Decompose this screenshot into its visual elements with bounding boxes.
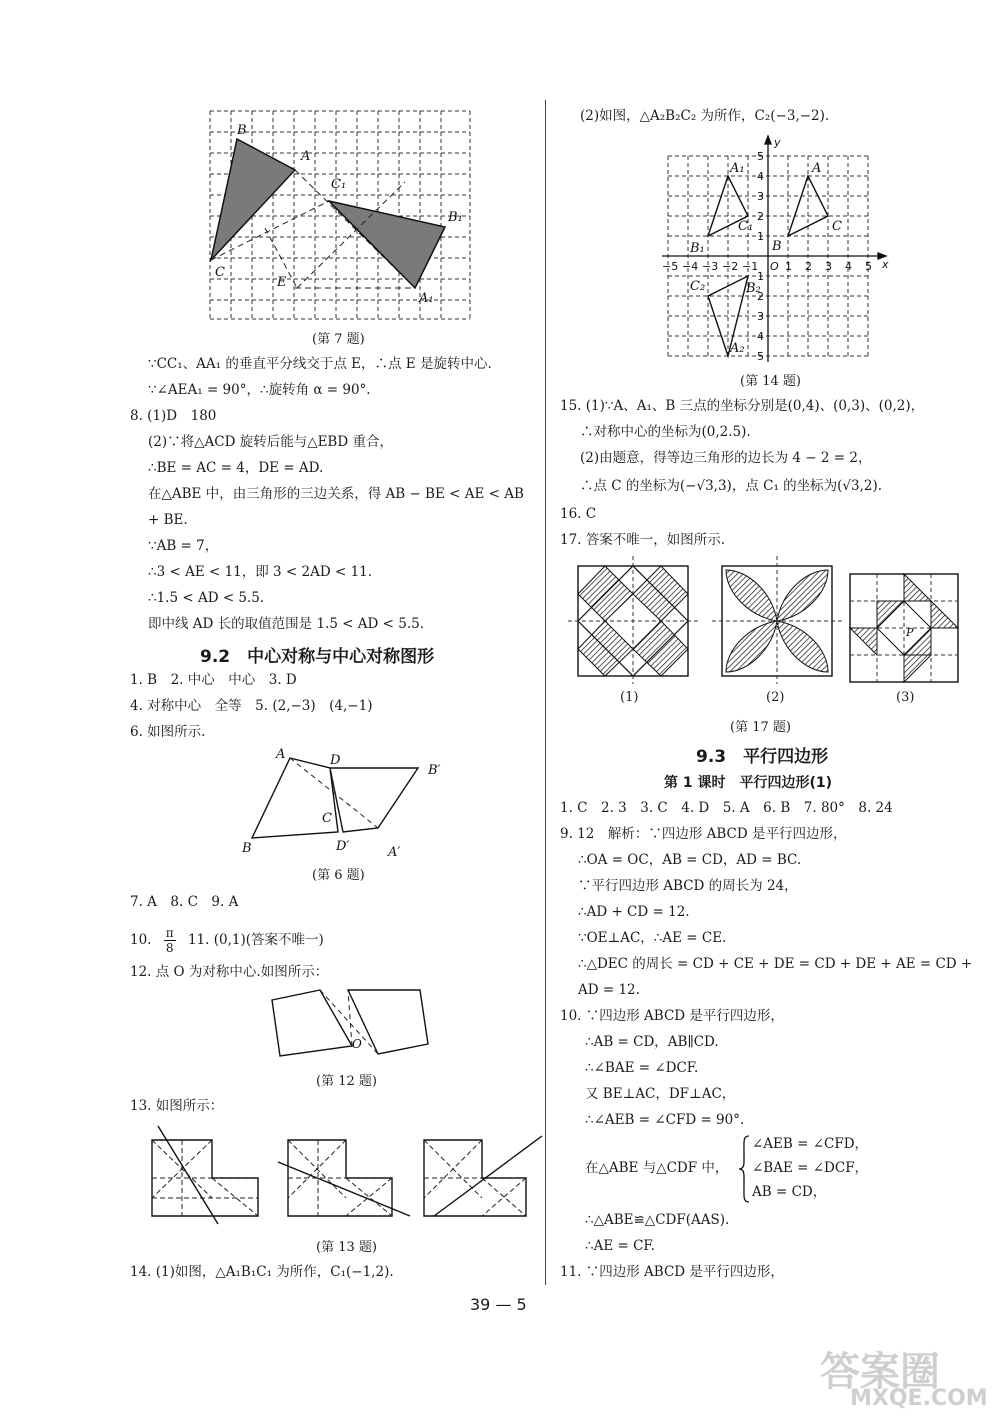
- text-line: 9. 12 解析：∵四边形 ABCD 是平行四边形，: [560, 826, 847, 842]
- text-line: ∴BE = AC = 4，DE = AD.: [148, 460, 324, 476]
- label-D: D: [330, 753, 341, 768]
- section-title-9-3: 9.3 平行四边形: [696, 747, 829, 767]
- text-line: 12. 点 O 为对称中心.如图所示：: [130, 964, 329, 980]
- label-E: E: [277, 275, 287, 290]
- text-line: ∴AB = CD，AB∥CD.: [585, 1034, 719, 1050]
- text-line: ∵平行四边形 ABCD 的周长为 24，: [578, 878, 798, 894]
- q10-label: 10.: [130, 932, 152, 948]
- x-tick: −4: [682, 260, 699, 273]
- figure-6: [238, 748, 468, 858]
- section-title-9-2: 9.2 中心对称与中心对称图形: [200, 647, 435, 667]
- text-line: (2)由题意，得等边三角形的边长为 4 − 2 = 2，: [580, 450, 872, 466]
- text-line: + BE.: [148, 512, 188, 528]
- text-line: 10. ∵四边形 ABCD 是平行四边形，: [560, 1008, 784, 1024]
- label-A: A: [812, 161, 822, 176]
- text-line: 15. (1)∵A、A₁、B 三点的坐标分别是(0,4)、(0,3)、(0,2)，: [560, 398, 925, 414]
- fig17-caption: (第 17 题): [730, 720, 791, 735]
- label-P: P: [906, 626, 914, 639]
- text-line: 在△ABE 中，由三角形的三边关系，得 AB − BE < AE < AB: [148, 486, 524, 502]
- label-A-prime: A′: [388, 845, 401, 860]
- label-C2: C₂: [690, 279, 706, 294]
- label-C: C: [215, 265, 225, 280]
- label-A: A: [301, 149, 311, 164]
- y-tick: 5: [757, 350, 764, 363]
- text-line: ∵OE⊥AC，∴AE = CE.: [578, 930, 727, 946]
- fig7-caption: (第 7 题): [312, 332, 365, 347]
- text-line: 1. B 2. 中心 中心 3. D: [130, 672, 297, 688]
- text-line: ∴对称中心的坐标为(0,2.5).: [580, 424, 751, 440]
- column-divider: [545, 100, 546, 1285]
- x-tick: 4: [845, 260, 852, 273]
- text-line-10: [130, 926, 324, 955]
- fig17-sub1: (1): [620, 690, 639, 705]
- text-line: ∴点 C 的坐标为(−√3,3)，点 C₁ 的坐标为(√3,2).: [580, 478, 883, 494]
- label-A: A: [276, 747, 286, 762]
- label-A2: A₂: [730, 341, 745, 356]
- label-A1: A₁: [730, 161, 745, 176]
- x-tick: 3: [825, 260, 832, 273]
- label-C1: C₁: [738, 219, 754, 234]
- page-number: 39 — 5: [470, 1295, 527, 1314]
- figure-12: [268, 986, 438, 1062]
- text-line: ∴AD + CD = 12.: [578, 904, 690, 920]
- x-tick: −3: [702, 260, 719, 273]
- fraction-numerator: π: [165, 926, 174, 940]
- figure-7: [205, 106, 475, 321]
- label-C: C: [832, 219, 842, 234]
- y-tick: 3: [757, 310, 764, 323]
- text-line: 8. (1)D 180: [130, 408, 217, 424]
- text-line: 1. C 2. 3 3. C 4. D 5. A 6. B 7. 80° 8. 24: [560, 800, 893, 816]
- figure-17: [568, 556, 968, 684]
- label-C1: C₁: [331, 177, 347, 192]
- fig12-caption: (第 12 题): [316, 1074, 377, 1089]
- text-line: (2)∵将△ACD 旋转后能与△EBD 重合，: [148, 434, 393, 450]
- watermark-main: 答案圈: [820, 1349, 940, 1395]
- text-line: 又 BE⊥AC，DF⊥AC，: [585, 1086, 736, 1102]
- brace: [738, 1134, 750, 1204]
- figure-14: [660, 132, 890, 364]
- y-tick: 5: [757, 150, 764, 163]
- y-tick: 2: [757, 210, 764, 223]
- system-line: ∠AEB = ∠CFD，: [752, 1136, 869, 1152]
- fig17-sub3: (3): [896, 690, 915, 705]
- text-line: ∵CC₁、AA₁ 的垂直平分线交于点 E，∴点 E 是旋转中心.: [148, 356, 492, 372]
- text-line: ∴3 < AE < 11，即 3 < 2AD < 11.: [148, 564, 373, 580]
- y-tick: 1: [757, 230, 764, 243]
- text-line: 即中线 AD 长的取值范围是 1.5 < AD < 5.5.: [148, 616, 425, 632]
- text-line: ∴△DEC 的周长 = CD + CE + DE = CD + DE + AE = CD +: [578, 956, 973, 972]
- label-B-prime: B′: [428, 763, 441, 778]
- text-line: 14. (1)如图，△A₁B₁C₁ 为所作，C₁(−1,2).: [130, 1264, 394, 1280]
- x-tick: −5: [662, 260, 679, 273]
- axis-y-label: y: [774, 136, 781, 149]
- y-tick: 3: [757, 190, 764, 203]
- y-tick: 4: [757, 170, 764, 183]
- text-line: 在△ABE 与△CDF 中，: [585, 1160, 729, 1176]
- subsection-title: 第 1 课时 平行四边形(1): [664, 775, 833, 791]
- x-tick: 5: [865, 260, 872, 273]
- text-line: ∵AB = 7，: [148, 538, 219, 554]
- label-B1: B₁: [448, 210, 463, 225]
- text-line: ∴∠BAE = ∠DCF.: [585, 1060, 699, 1076]
- x-tick: −2: [722, 260, 739, 273]
- label-B: B: [237, 123, 247, 138]
- system-line: ∠BAE = ∠DCF，: [752, 1160, 869, 1176]
- system-line: AB = CD，: [752, 1184, 827, 1200]
- x-tick: 1: [785, 260, 792, 273]
- label-A1: A₁: [419, 291, 434, 306]
- text-line: 17. 答案不唯一，如图所示.: [560, 532, 726, 548]
- text-line: ∴OA = OC，AB = CD，AD = BC.: [578, 852, 802, 868]
- fig6-caption: (第 6 题): [312, 868, 365, 883]
- watermark: [820, 1340, 988, 1411]
- text-line: (2)如图，△A₂B₂C₂ 为所作，C₂(−3,−2).: [580, 108, 830, 124]
- text-line: AD = 12.: [578, 982, 640, 998]
- label-C: C: [322, 811, 332, 826]
- fig13-caption: (第 13 题): [316, 1240, 377, 1255]
- text-line: 4. 对称中心 全等 5. (2,−3) (4,−1): [130, 698, 373, 714]
- text-line: ∴AE = CF.: [585, 1238, 655, 1254]
- y-tick: 4: [757, 330, 764, 343]
- text-line: 6. 如图所示.: [130, 724, 206, 740]
- text-line: 7. A 8. C 9. A: [130, 894, 239, 910]
- label-O: O: [352, 1037, 362, 1051]
- y-tick: 1: [757, 270, 764, 283]
- label-B2: B₂: [746, 281, 761, 296]
- text-line: 16. C: [560, 506, 597, 522]
- figure-13: [148, 1122, 546, 1222]
- text-line: ∵∠AEA₁ = 90°，∴旋转角 α = 90°.: [148, 382, 371, 398]
- label-B: B: [242, 841, 252, 856]
- text-line: ∴∠AEB = ∠CFD = 90°.: [585, 1112, 745, 1128]
- text-line: ∴1.5 < AD < 5.5.: [148, 590, 265, 606]
- x-tick: 2: [805, 260, 812, 273]
- y-tick: 2: [757, 290, 764, 303]
- watermark-url: MXQE.COM: [850, 1386, 988, 1411]
- fig17-sub2: (2): [766, 690, 785, 705]
- q11-answer: 11. (0,1)(答案不唯一): [187, 932, 324, 948]
- fraction-denominator: 8: [165, 941, 174, 955]
- fig14-caption: (第 14 题): [740, 374, 801, 389]
- text-line: ∴△ABE≌△CDF(AAS).: [585, 1212, 730, 1228]
- fraction: [164, 926, 176, 955]
- axis-x-label: x: [882, 258, 889, 271]
- label-D-prime: D′: [336, 839, 350, 854]
- origin-label: O: [770, 260, 779, 273]
- text-line: 11. ∵四边形 ABCD 是平行四边形，: [560, 1264, 784, 1280]
- label-B: B: [772, 239, 782, 254]
- text-line: 13. 如图所示：: [130, 1098, 224, 1114]
- label-B1: B₁: [690, 241, 705, 256]
- x-tick: −1: [742, 260, 759, 273]
